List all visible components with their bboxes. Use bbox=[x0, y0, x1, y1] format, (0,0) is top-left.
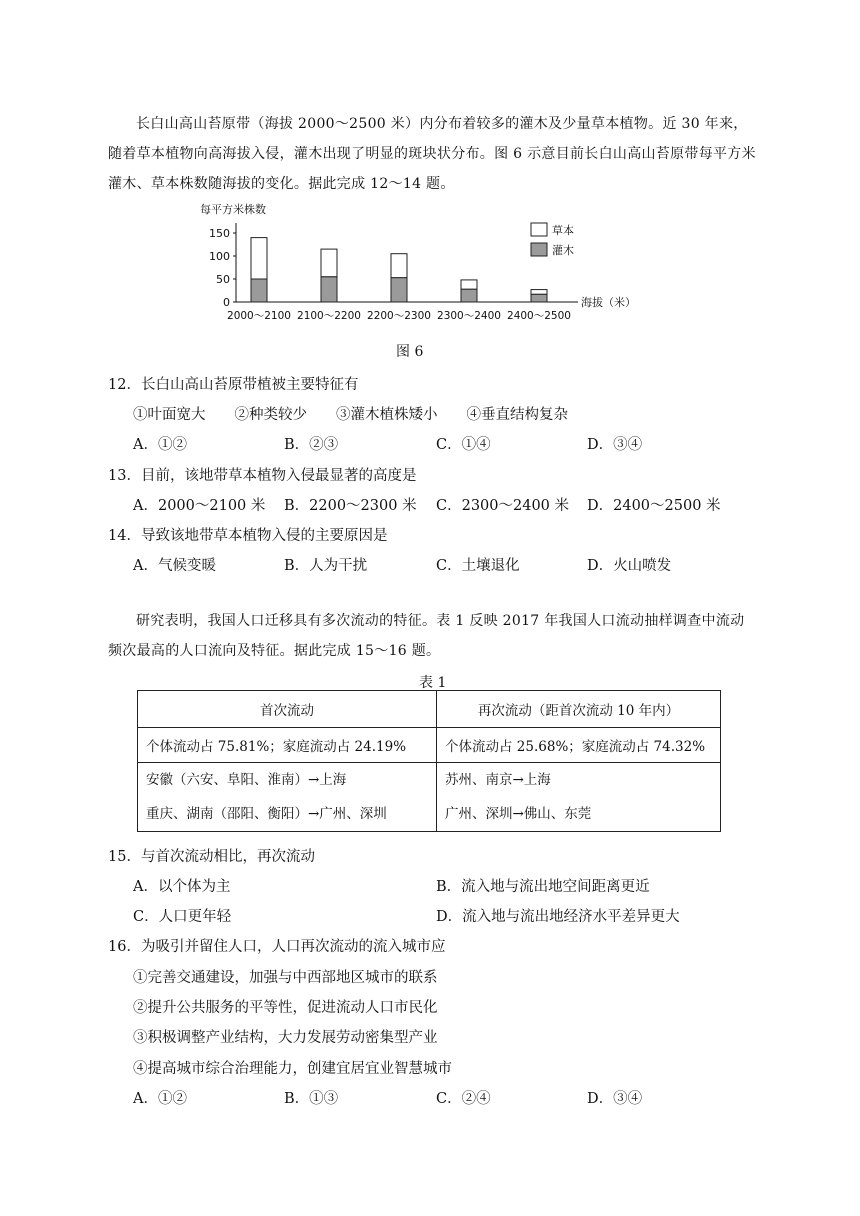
bar-shrub bbox=[391, 278, 407, 302]
table-cell bbox=[437, 763, 721, 832]
question-12-option-c[interactable]: C．①④ bbox=[436, 437, 491, 453]
question-13-option-a[interactable]: A．2000～2100 米 bbox=[133, 498, 266, 514]
question-12-option-d[interactable]: D．③④ bbox=[587, 437, 643, 453]
question-15-option-a[interactable]: A．以个体为主 bbox=[133, 879, 231, 895]
table-header-row bbox=[138, 691, 721, 728]
x-tick-label: 2200～2300 bbox=[367, 310, 431, 322]
x-tick-label: 2100～2200 bbox=[297, 310, 361, 322]
flow-route: 安徽（六安、阜阳、淮南）→上海 bbox=[146, 772, 347, 788]
x-tick-label: 2300～2400 bbox=[437, 310, 501, 322]
x-axis-label: 海拔（米） bbox=[581, 296, 636, 309]
bar-shrub bbox=[531, 294, 547, 302]
legend-label: 草本 bbox=[552, 224, 574, 237]
bar-shrub bbox=[321, 277, 337, 302]
legend-swatch bbox=[531, 243, 547, 256]
flow-route: 广州、深圳→佛山、东莞 bbox=[445, 806, 592, 822]
bar-herb bbox=[531, 290, 547, 295]
bar-herb bbox=[461, 280, 477, 289]
y-axis-label: 每平方米株数 bbox=[200, 203, 266, 216]
table-1 bbox=[137, 690, 721, 832]
question-16-stem: 16．为吸引并留住人口，人口再次流动的流入城市应 bbox=[108, 939, 446, 955]
question-14-stem: 14．导致该地带草本植物入侵的主要原因是 bbox=[108, 528, 388, 544]
question-14-option-a[interactable]: A．气候变暖 bbox=[133, 558, 216, 574]
question-12-items: ①叶面宽大 ②种类较少 ③灌木植株矮小 ④垂直结构复杂 bbox=[133, 407, 568, 423]
table-cell: 个体流动占 75.81%；家庭流动占 24.19% bbox=[138, 728, 437, 763]
passage-2-text: 研究表明，我国人口迁移具有多次流动的特征。表 1 反映 2017 年我国人口流动抽样调查中流动频次最高的人口流向及特征。据此完成 15～16 题。 bbox=[108, 613, 745, 659]
flow-route: 苏州、南京→上海 bbox=[445, 772, 551, 788]
table-caption: 表 1 bbox=[419, 675, 447, 691]
bar-herb bbox=[251, 238, 267, 279]
y-tick-label: 0 bbox=[223, 296, 230, 309]
passage-2 bbox=[108, 606, 758, 666]
question-12-stem: 12．长白山高山苔原带植被主要特征有 bbox=[108, 377, 359, 393]
passage-1 bbox=[108, 109, 758, 199]
x-tick-label: 2000～2100 bbox=[227, 310, 291, 322]
table-row bbox=[138, 728, 721, 763]
question-12-option-a[interactable]: A．①② bbox=[133, 437, 187, 453]
bar-herb bbox=[391, 254, 407, 278]
question-15-option-d[interactable]: D．流入地与流出地经济水平差异更大 bbox=[436, 909, 680, 925]
question-15-stem: 15．与首次流动相比，再次流动 bbox=[108, 849, 315, 865]
bar-herb bbox=[321, 249, 337, 277]
y-tick-label: 150 bbox=[209, 227, 230, 240]
table-row bbox=[138, 763, 721, 832]
y-tick-label: 50 bbox=[216, 273, 230, 286]
bar-shrub bbox=[251, 279, 267, 302]
question-16-item: ②提升公共服务的平等性，促进流动人口市民化 bbox=[133, 1000, 438, 1016]
figure-6-chart bbox=[195, 195, 655, 330]
question-14-option-d[interactable]: D．火山喷发 bbox=[587, 558, 672, 574]
figure-caption: 图 6 bbox=[396, 344, 424, 360]
question-13-option-c[interactable]: C．2300～2400 米 bbox=[436, 498, 570, 514]
question-16-item: ④提高城市综合治理能力，创建宜居宜业智慧城市 bbox=[133, 1061, 452, 1077]
table-header-first: 首次流动 bbox=[138, 691, 437, 728]
question-16-item: ③积极调整产业结构，大力发展劳动密集型产业 bbox=[133, 1030, 438, 1046]
legend-label: 灌木 bbox=[552, 244, 574, 257]
bar-shrub bbox=[461, 289, 477, 302]
question-14-option-b[interactable]: B．人为干扰 bbox=[284, 558, 368, 574]
flow-route: 重庆、湖南（邵阳、衡阳）→广州、深圳 bbox=[146, 806, 387, 822]
question-16-option-c[interactable]: C．②④ bbox=[436, 1091, 491, 1107]
question-13-stem: 13．目前，该地带草本植物入侵最显著的高度是 bbox=[108, 468, 417, 484]
question-16-option-b[interactable]: B．①③ bbox=[284, 1091, 339, 1107]
x-tick-label: 2400～2500 bbox=[507, 310, 571, 322]
question-13-option-b[interactable]: B．2200～2300 米 bbox=[284, 498, 417, 514]
passage-1-text: 长白山高山苔原带（海拔 2000～2500 米）内分布着较多的灌木及少量草本植物。近 30 年来，随着草本植物向高海拔入侵，灌木出现了明显的斑块状分布。图 6 示意目前长白山高山苔原带每平方米灌木、草本株数随海拔的变化。据此完成 12～14 题。 bbox=[108, 116, 756, 192]
question-16-item: ①完善交通建设，加强与中西部地区城市的联系 bbox=[133, 970, 438, 986]
question-16-option-a[interactable]: A．①② bbox=[133, 1091, 187, 1107]
question-14-option-c[interactable]: C．土壤退化 bbox=[436, 558, 520, 574]
table-cell bbox=[138, 763, 437, 832]
question-15-option-c[interactable]: C．人口更年轻 bbox=[133, 909, 232, 925]
question-15-option-b[interactable]: B．流入地与流出地空间距离更近 bbox=[436, 879, 650, 895]
question-13-option-d[interactable]: D．2400～2500 米 bbox=[587, 498, 721, 514]
question-12-option-b[interactable]: B．②③ bbox=[284, 437, 339, 453]
legend-swatch bbox=[531, 223, 547, 236]
table-header-second: 再次流动（距首次流动 10 年内） bbox=[437, 691, 721, 728]
table-cell: 个体流动占 25.68%；家庭流动占 74.32% bbox=[437, 728, 721, 763]
y-tick-label: 100 bbox=[209, 250, 230, 263]
question-16-option-d[interactable]: D．③④ bbox=[587, 1091, 643, 1107]
